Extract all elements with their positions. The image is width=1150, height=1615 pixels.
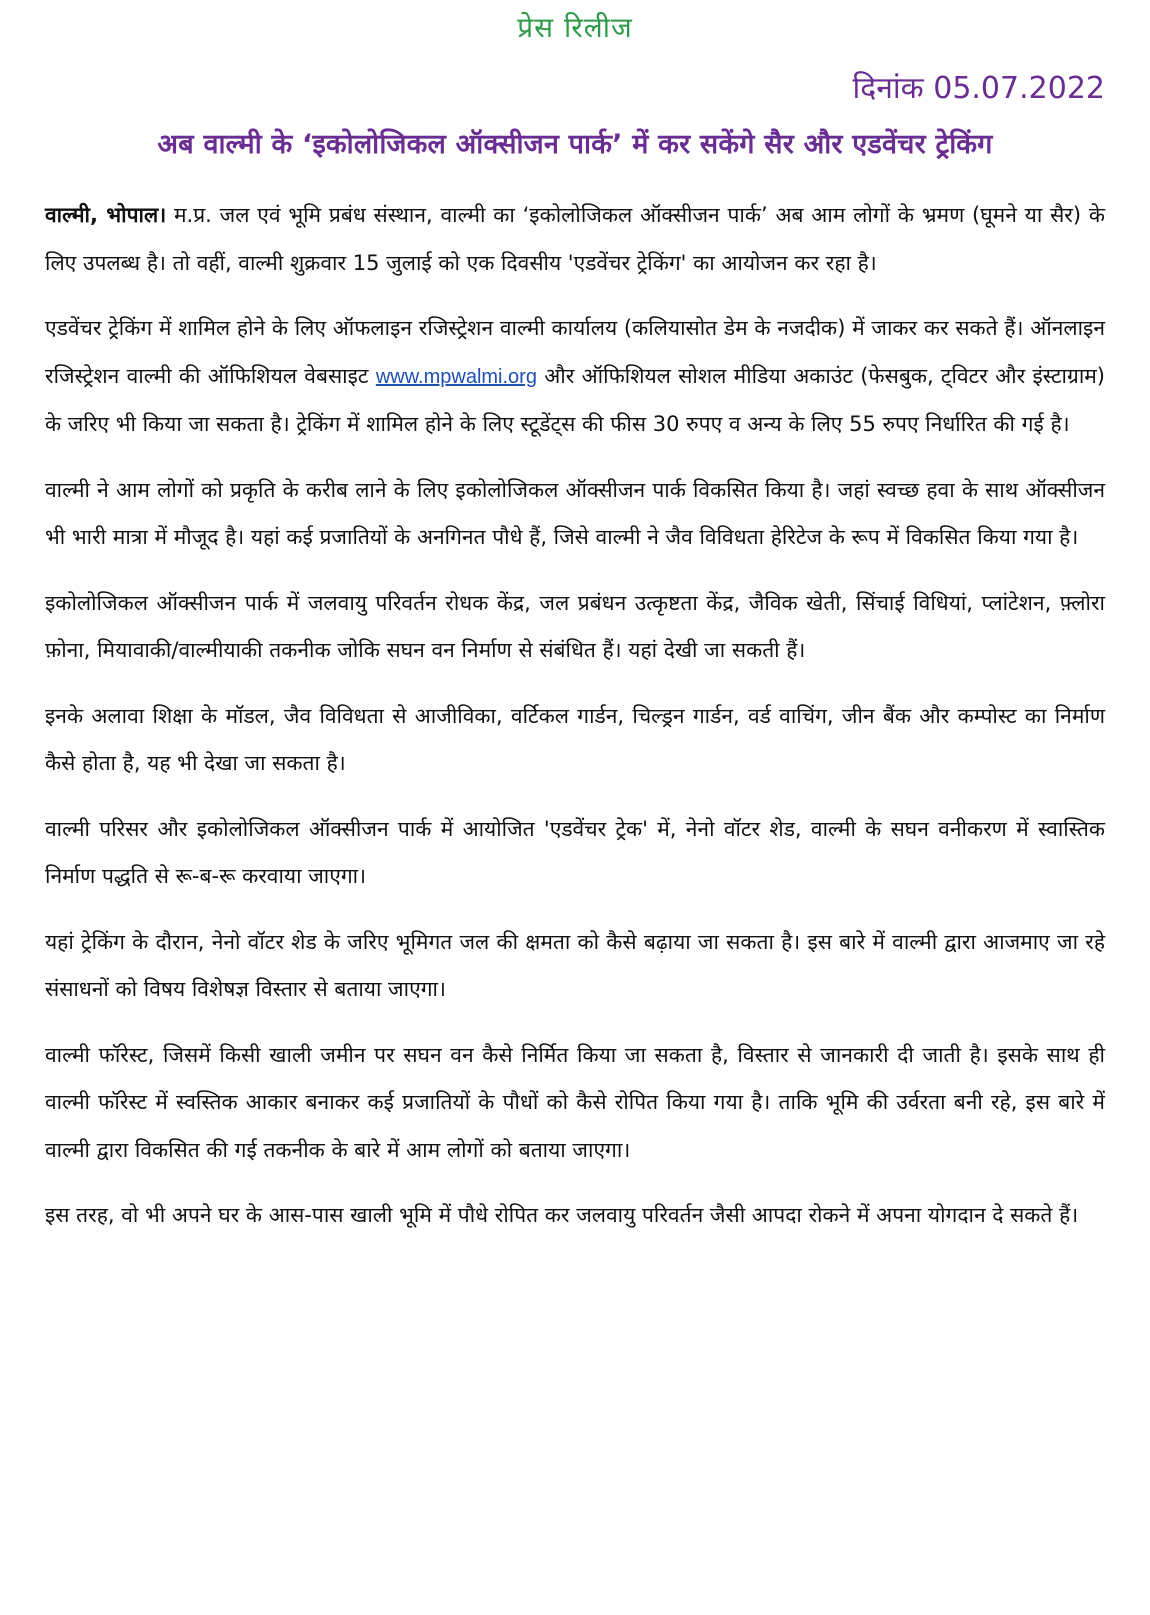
paragraph-park-features: इकोलोजिकल ऑक्सीजन पार्क में जलवायु परिवर्तन रोधक केंद्र, जल प्रबंधन उत्कृष्टता केंद्र, जैविक खेती, सिंचाई विधियां, प्लांटेशन, फ़्लोरा फ़ोना, मियावाकी/वाल्मीयाकी तकनीक जोकि सघन वन निर्माण से संबंधित हैं। यहां देखी जा सकती हैं। bbox=[45, 590, 1105, 662]
dateline: वाल्मी, भोपाल। bbox=[45, 203, 167, 227]
paragraph-intro bbox=[45, 192, 1105, 287]
paragraph-walmi-forest: वाल्मी फॉरेस्ट, जिसमें किसी खाली जमीन पर सघन वन कैसे निर्मित किया जा सकता है, विस्तार से जानकारी दी जाती है। इसके साथ ही वाल्मी फॉरेस्ट में स्वस्तिक आकार बनाकर कई प्रजातियों के पौधों को कैसे रोपित किया गया है। ताकि भूमि की उर्वरता बनी रहे, इस बारे में वाल्मी द्वारा विकसित की गई तकनीक के बारे में आम लोगों को बताया जाएगा। bbox=[45, 1042, 1105, 1162]
paragraph-watershed: यहां ट्रेकिंग के दौरान, नेनो वॉटर शेड के जरिए भूमिगत जल की क्षमता को कैसे बढ़ाया जा सकता है। इस बारे में वाल्मी द्वारा आजमाए जा रहे संसाधनों को विषय विशेषज्ञ विस्तार से बताया जाएगा। bbox=[45, 929, 1105, 1001]
website-link[interactable]: www.mpwalmi.org bbox=[375, 365, 537, 388]
paragraph-intro-text: म.प्र. जल एवं भूमि प्रबंध संस्थान, वाल्मी का ‘इकोलोजिकल ऑक्सीजन पार्क’ अब आम लोगों के भ्रमण (घूमने या सैर) के लिए उपलब्ध है। तो वहीं, वाल्मी शुक्रवार 15 जुलाई को एक दिवसीय 'एडवेंचर ट्रेकिंग' का आयोजन कर रहा है। bbox=[45, 203, 1105, 275]
headline: अब वाल्मी के ‘इकोलोजिकल ऑक्सीजन पार्क’ में कर सकेंगे सैर और एडवेंचर ट्रेकिंग bbox=[157, 129, 993, 160]
article-body bbox=[45, 192, 1105, 1258]
release-date: दिनांक 05.07.2022 bbox=[852, 71, 1105, 106]
paragraph-registration bbox=[45, 305, 1105, 449]
paragraph-conclusion: इस तरह, वो भी अपने घर के आस-पास खाली भूमि में पौधे रोपित कर जलवायु परिवर्तन जैसी आपदा रोकने में अपना योगदान दे सकते हैं। bbox=[45, 1203, 1079, 1227]
press-release-label: प्रेस रिलीज bbox=[517, 11, 633, 44]
paragraph-park-overview: वाल्मी ने आम लोगों को प्रकृति के करीब लाने के लिए इकोलोजिकल ऑक्सीजन पार्क विकसित किया है। जहां स्वच्छ हवा के साथ ऑक्सीजन भी भारी मात्रा में मौजूद है। यहां कई प्रजातियों के अनगिनत पौधे हैं, जिसे वाल्मी ने जैव विविधता हेरिटेज के रूप में विकसित किया गया है। bbox=[45, 477, 1105, 549]
paragraph-registration-after: और ऑफिशियल सोशल मीडिया अकाउंट (फेसबुक, ट्विटर और इंस्टाग्राम) के जरिए भी किया जा सकता है। ट्रेकिंग में शामिल होने के लिए स्टूडेंट्स की फीस 30 रुपए व अन्य के लिए 55 रुपए निर्धारित की गई है। bbox=[45, 363, 1106, 436]
paragraph-adventure-trek: वाल्मी परिसर और इकोलोजिकल ऑक्सीजन पार्क में आयोजित 'एडवेंचर ट्रेक' में, नेनो वॉटर शेड, वाल्मी के सघन वनीकरण में स्वास्तिक निर्माण पद्धति से रू-ब-रू करवाया जाएगा। bbox=[45, 816, 1105, 888]
paragraph-registration-before: एडवेंचर ट्रेकिंग में शामिल होने के लिए ऑफलाइन रजिस्ट्रेशन वाल्मी कार्यालय (कलियासोत डेम के नजदीक) में जाकर कर सकते हैं। ऑनलाइन रजिस्ट्रेशन वाल्मी की ऑफिशियल वेबसाइट bbox=[45, 316, 1105, 388]
paragraph-other-attractions: इनके अलावा शिक्षा के मॉडल, जैव विविधता से आजीविका, वर्टिकल गार्डन, चिल्ड्रन गार्डन, वर्ड वाचिंग, जीन बैंक और कम्पोस्ट का निर्माण कैसे होता है, यह भी देखा जा सकता है। bbox=[45, 703, 1105, 775]
